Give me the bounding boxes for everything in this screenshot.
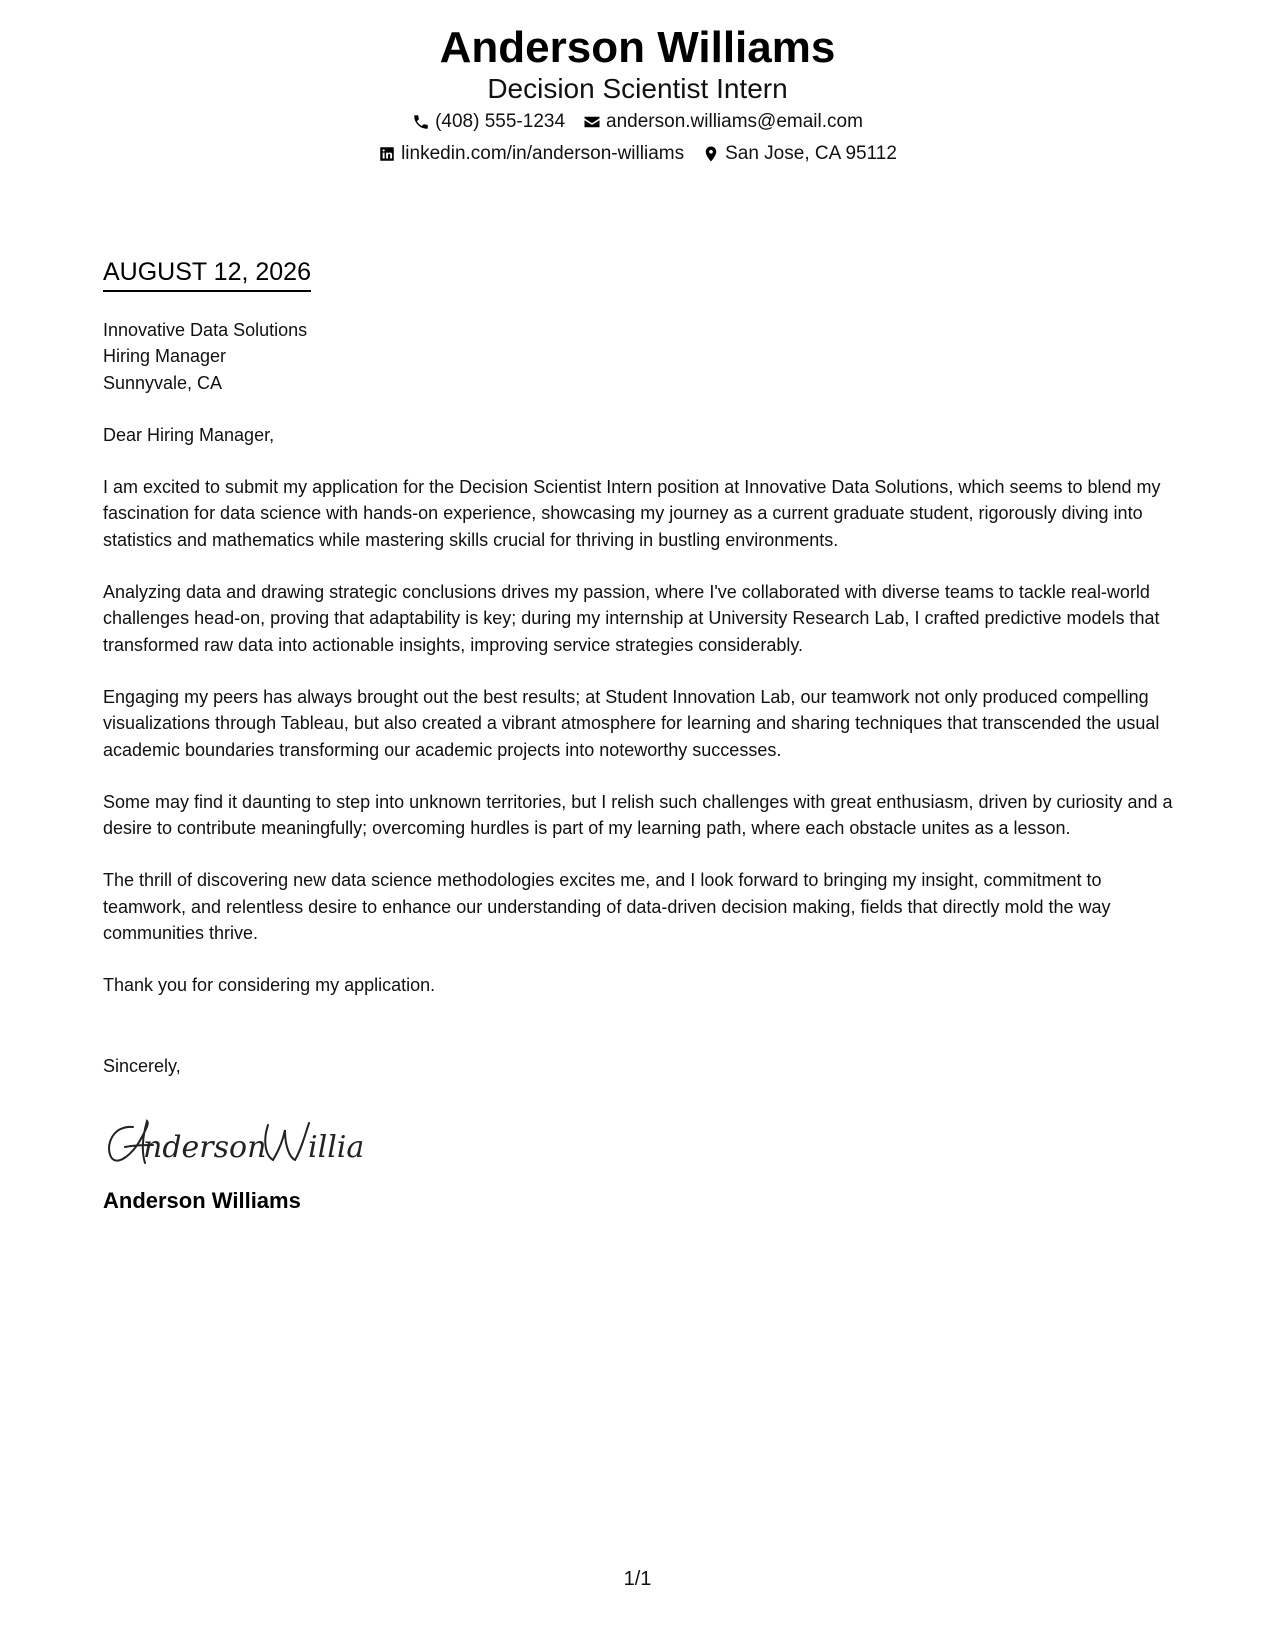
svg-text:illia: illia [308,1129,365,1165]
paragraph: The thrill of discovering new data science methodologies excites me, and I look forward to bringing my insight, commitment to teamwork, and relentless desire to enhance our understanding of data-driven decision making, fields that directly mold the way communities thrive. [103,870,1111,944]
location-text: San Jose, CA 95112 [725,143,897,164]
phone-number: (408) 555-1234 [435,111,566,132]
letter-body [103,317,1183,1215]
email-address: anderson.williams@email.com [606,111,863,132]
recipient-role: Hiring Manager [103,346,227,367]
recipient-block [103,317,1183,396]
paragraph: Some may find it daunting to step into unknown territories, but I relish such challenges with great enthusiasm, driven by curiosity and a desire to contribute meaningfully; overcoming hurdles is part of my learning path, where each obstacle unites as a lesson. [103,791,1173,839]
recipient-company: Innovative Data Solutions [103,320,308,340]
contact-row-1 [0,106,1275,138]
map-pin-icon [702,145,720,163]
contact-email [583,106,863,138]
closing-thanks: Thank you for considering my application. [103,975,436,996]
applicant-name: Anderson Williams [439,23,836,72]
contact-linkedin [378,138,684,170]
paragraph: Engaging my peers has always brought out the best results; at Student Innovation Lab, our teamwork not only produced compelling visualizations through Tableau, but also created a vibrant atmosphere for learning and sharing techniques that transcended the usual academic boundaries transforming our academic projects into noteworthy successes. [103,686,1160,760]
contact-phone [412,106,565,138]
letter-date: AUGUST 12, 2026 [103,256,311,292]
signature-lettering: nderson [143,1129,267,1165]
handwritten-signature [103,1105,403,1175]
linkedin-icon [378,145,396,163]
closing: Sincerely, [103,1055,181,1076]
applicant-job-title: Decision Scientist Intern [487,73,788,104]
paragraph: Analyzing data and drawing strategic conclusions drives my passion, where I've collaborated with diverse teams to tackle real-world challenges head-on, proving that adaptability is key; during my internship at University Research Lab, I crafted predictive models that transformed raw data into actionable insights, improving service strategies considerably. [103,582,1160,655]
greeting: Dear Hiring Manager, [103,424,275,445]
contact-location [702,138,897,170]
paragraph: I am excited to submit my application for the Decision Scientist Intern position at Innovative Data Solutions, which seems to blend my fascination for data science with hands-on experience, showcasing my journey as a current graduate student, rigorously diving into statistics and mathematics while mastering skills crucial for thriving in bustling environments. [103,477,1161,550]
page-number: 1/1 [623,1568,652,1590]
signer-name: Anderson Williams [103,1187,301,1213]
envelope-icon [583,113,601,131]
phone-icon [412,113,430,131]
recipient-location: Sunnyvale, CA [103,372,223,393]
letter-header [0,22,1275,170]
contact-row-2 [0,138,1275,170]
linkedin-url: linkedin.com/in/anderson-williams [401,143,685,164]
